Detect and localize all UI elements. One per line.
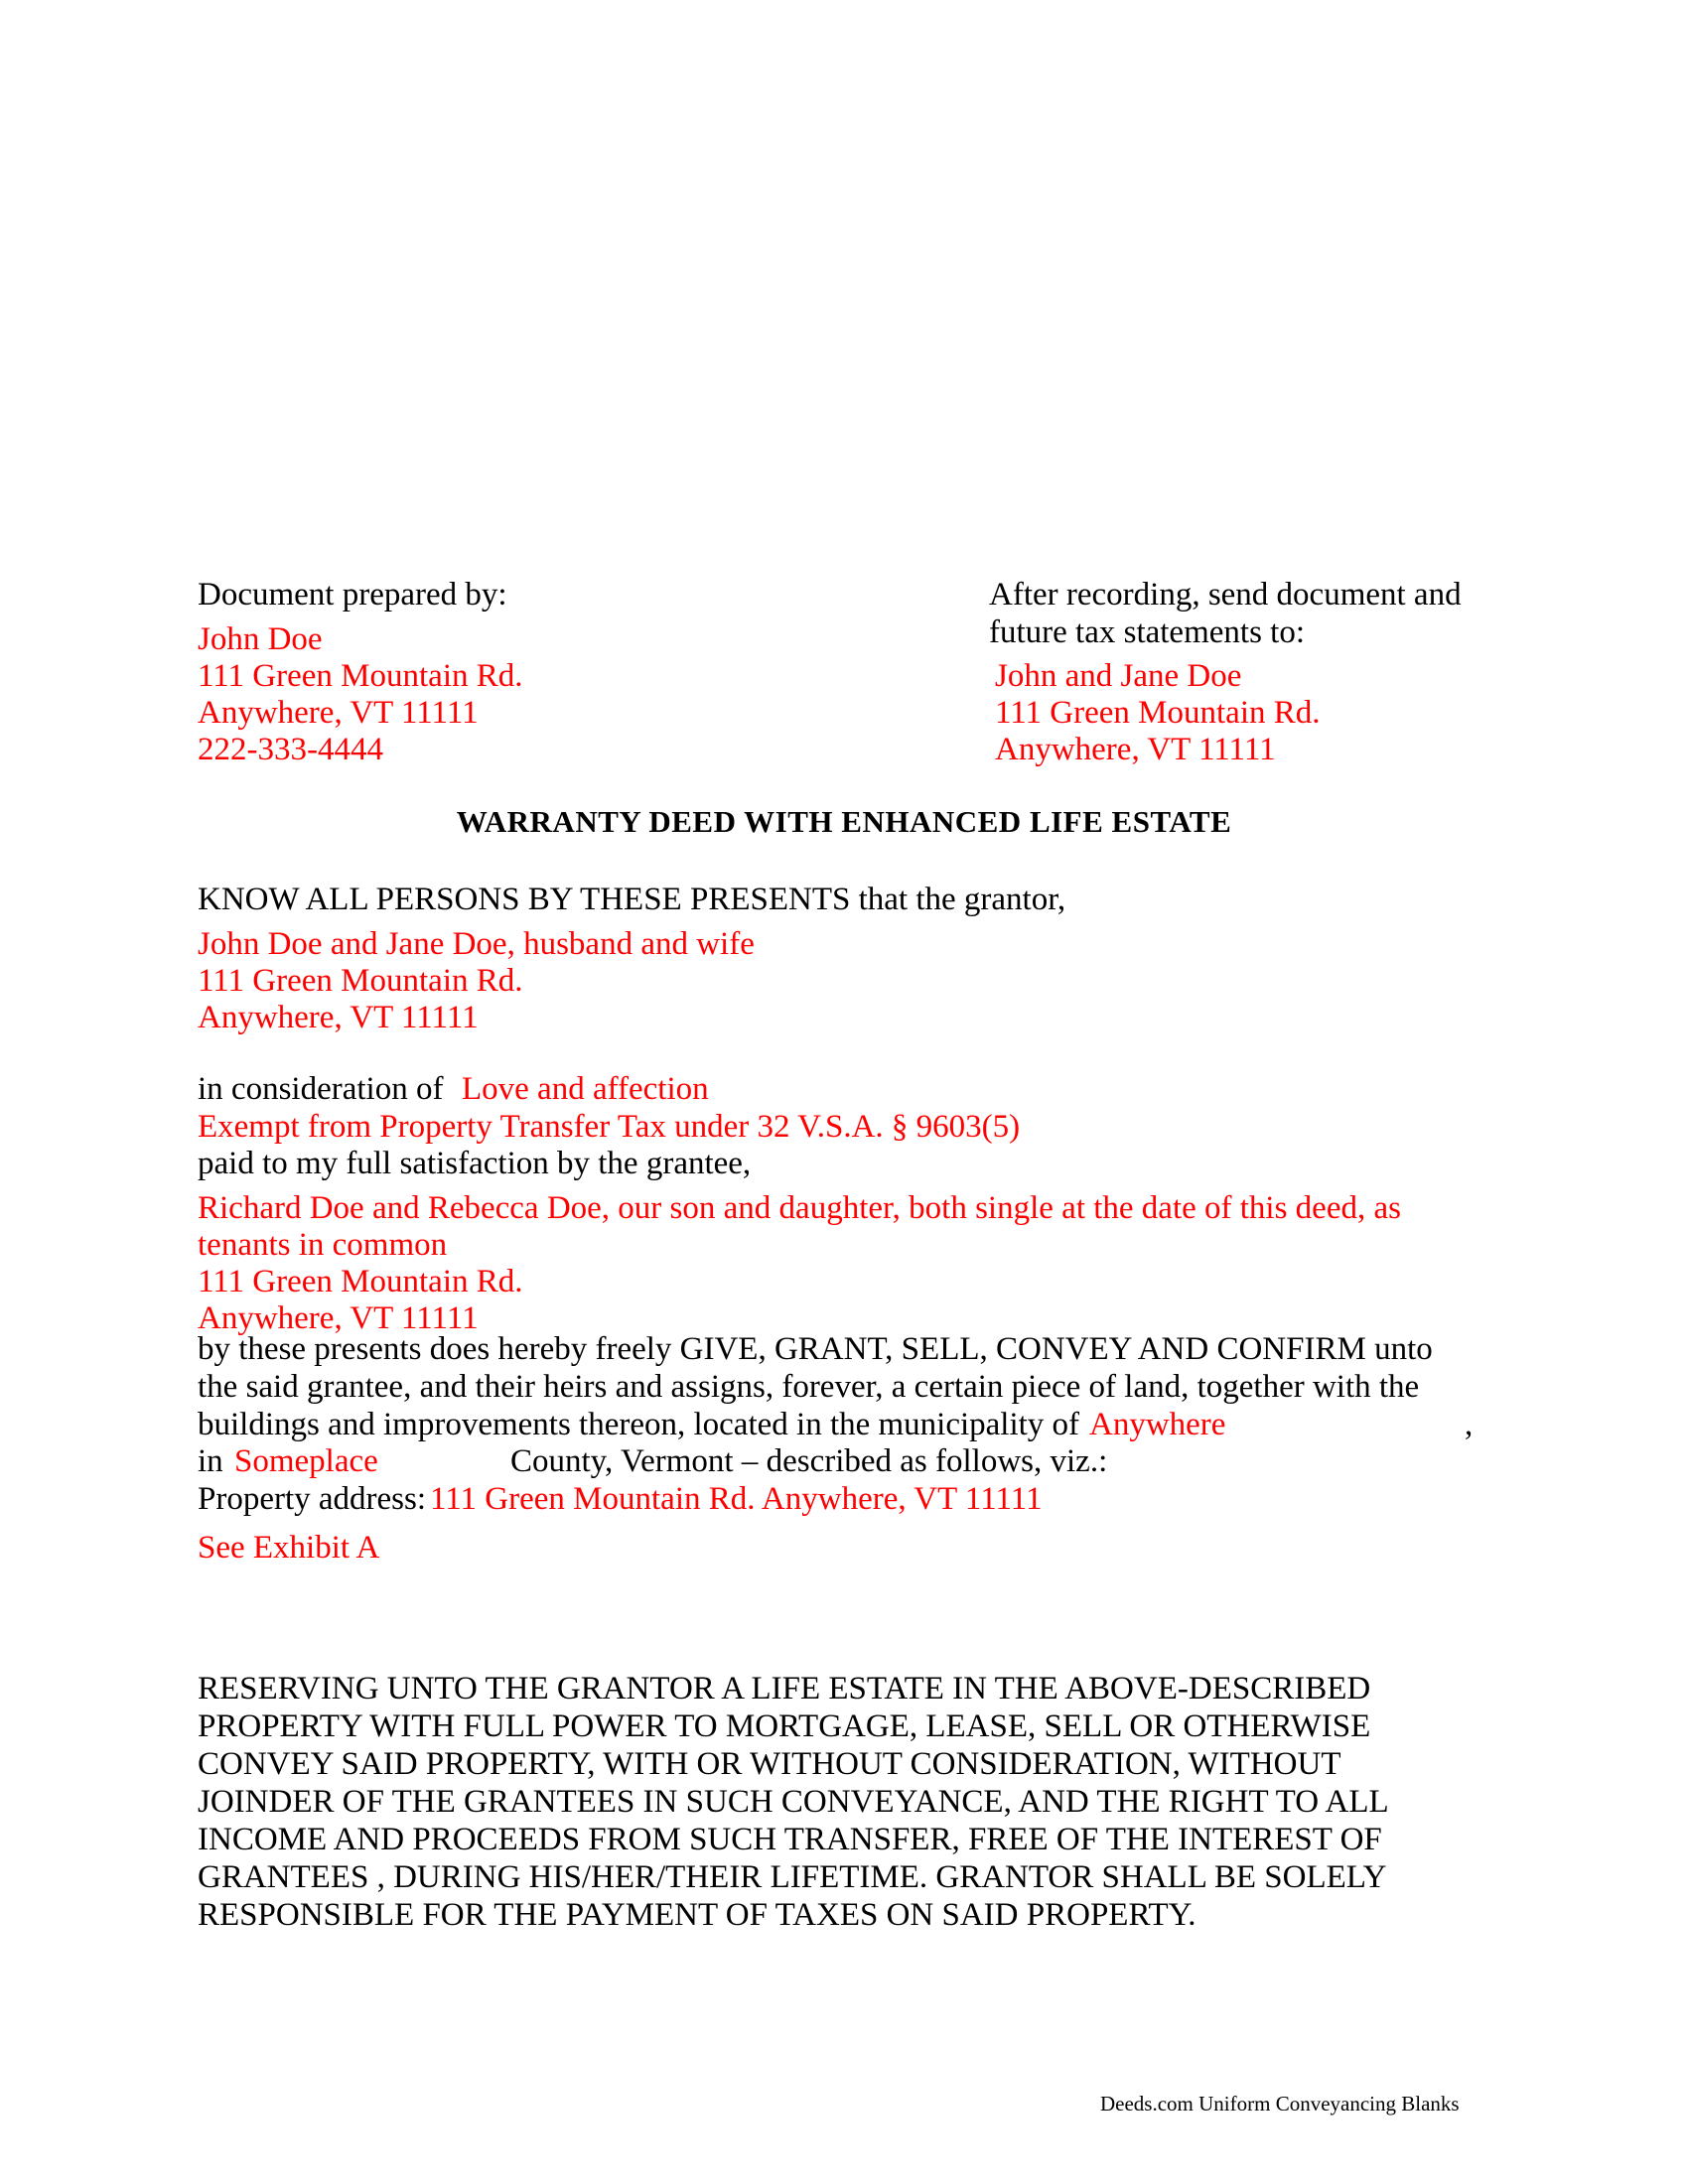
- preparer-name: John Doe: [198, 621, 323, 657]
- property-address-label: Property address:: [198, 1481, 427, 1517]
- tax-exemption: Exempt from Property Transfer Tax under 32 V.S.A. § 9603(5): [198, 1109, 1021, 1145]
- return-to-label-line1: After recording, send document and: [989, 577, 1462, 613]
- return-to-address-line1: 111 Green Mountain Rd.: [995, 695, 1321, 731]
- municipality-value: Anywhere: [1089, 1407, 1226, 1442]
- consideration-value: Love and affection: [462, 1071, 709, 1107]
- grantor-address-line1: 111 Green Mountain Rd.: [198, 963, 523, 999]
- preparer-address-line1: 111 Green Mountain Rd.: [198, 658, 523, 694]
- return-to-name: John and Jane Doe: [995, 658, 1242, 694]
- grantee-address-line1: 111 Green Mountain Rd.: [198, 1264, 523, 1299]
- document-title: WARRANTY DEED WITH ENHANCED LIFE ESTATE: [456, 804, 1232, 839]
- footer-brand: Deeds.com Uniform Conveyancing Blanks: [1100, 2092, 1460, 2116]
- grantee-line2: tenants in common: [198, 1227, 448, 1263]
- grantor-address-line2: Anywhere, VT 11111: [198, 1000, 479, 1035]
- reservation-line: GRANTEES , DURING HIS/HER/THEIR LIFETIME. GRANTOR SHALL BE SOLELY: [198, 1859, 1387, 1895]
- county-value: Someplace: [234, 1443, 378, 1479]
- conveyance-line3: buildings and improvements thereon, located in the municipality of: [198, 1407, 1080, 1442]
- grantor-names: John Doe and Jane Doe, husband and wife: [198, 926, 755, 962]
- paid-text: paid to my full satisfaction by the grantee,: [198, 1146, 752, 1181]
- grantee-line1: Richard Doe and Rebecca Doe, our son and daughter, both single at the date of this deed, as: [198, 1190, 1401, 1226]
- municipality-comma: ,: [1465, 1407, 1474, 1442]
- return-to-label-line2: future tax statements to:: [989, 614, 1305, 650]
- property-address-value: 111 Green Mountain Rd. Anywhere, VT 11111: [430, 1481, 1043, 1517]
- reservation-line: RESPONSIBLE FOR THE PAYMENT OF TAXES ON SAID PROPERTY.: [198, 1897, 1196, 1933]
- exhibit-reference: See Exhibit A: [198, 1530, 380, 1566]
- reservation-line: PROPERTY WITH FULL POWER TO MORTGAGE, LEASE, SELL OR OTHERWISE: [198, 1708, 1371, 1744]
- preparer-phone: 222-333-4444: [198, 732, 383, 767]
- county-in-label: in: [198, 1443, 223, 1479]
- reservation-line: JOINDER OF THE GRANTEES IN SUCH CONVEYANCE, AND THE RIGHT TO ALL: [198, 1784, 1389, 1820]
- county-text: County, Vermont – described as follows, viz.:: [510, 1443, 1108, 1479]
- reservation-line: INCOME AND PROCEEDS FROM SUCH TRANSFER, FREE OF THE INTEREST OF: [198, 1822, 1382, 1857]
- prepared-by-label: Document prepared by:: [198, 577, 507, 613]
- grantee-address-line2: Anywhere, VT 11111: [198, 1300, 479, 1336]
- conveyance-line2: the said grantee, and their heirs and assigns, forever, a certain piece of land, together with the: [198, 1369, 1420, 1405]
- preparer-address-line2: Anywhere, VT 11111: [198, 695, 479, 731]
- conveyance-line1: by these presents does hereby freely GIVE, GRANT, SELL, CONVEY AND CONFIRM unto: [198, 1331, 1433, 1367]
- reservation-line: CONVEY SAID PROPERTY, WITH OR WITHOUT CONSIDERATION, WITHOUT: [198, 1746, 1341, 1782]
- grantor-intro: KNOW ALL PERSONS BY THESE PRESENTS that the grantor,: [198, 882, 1066, 917]
- return-to-address-line2: Anywhere, VT 11111: [995, 732, 1276, 767]
- consideration-label: in consideration of: [198, 1071, 444, 1107]
- reservation-line: RESERVING UNTO THE GRANTOR A LIFE ESTATE IN THE ABOVE-DESCRIBED: [198, 1671, 1371, 1706]
